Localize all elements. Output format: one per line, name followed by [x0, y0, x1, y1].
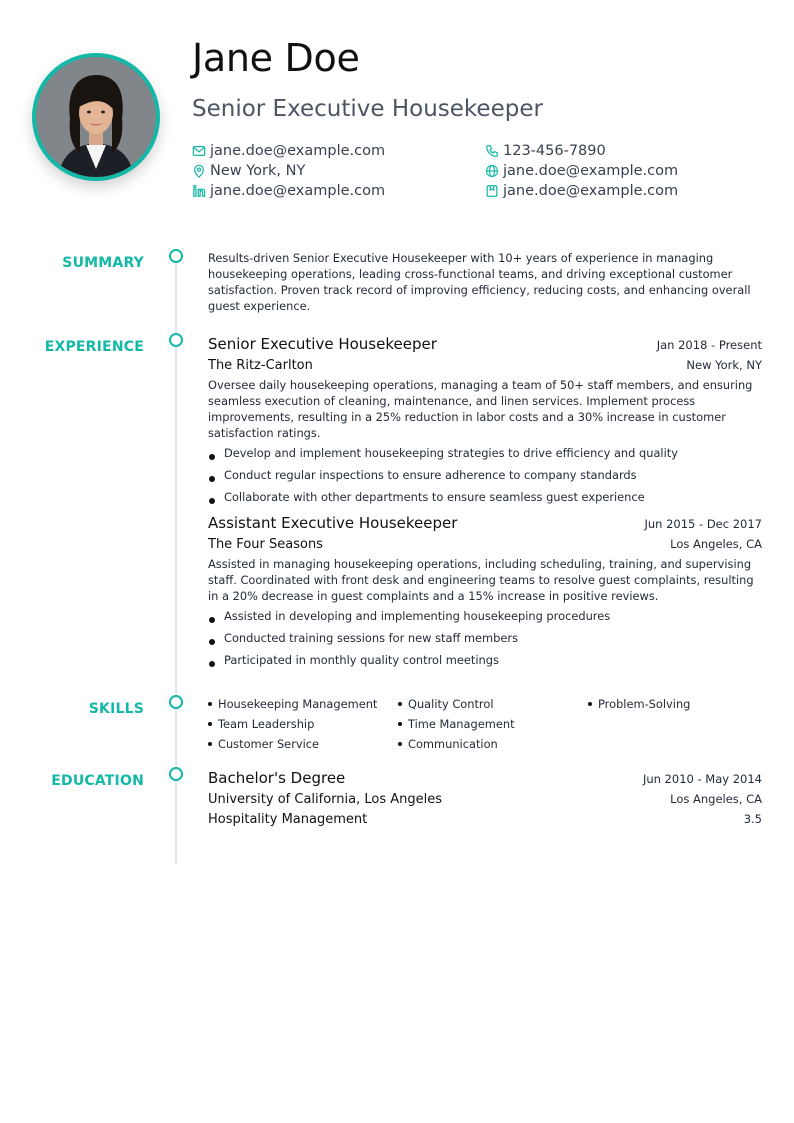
experience-heading: EXPERIENCE: [44, 339, 144, 355]
list-item: Develop and implement housekeeping strategies to drive efficiency and quality: [208, 442, 762, 464]
skill-item: Customer Service: [208, 736, 398, 752]
timeline-dot-skills: [169, 695, 183, 709]
contact-phone[interactable]: [485, 143, 606, 159]
candidate-name: Jane Doe: [192, 36, 360, 80]
skill-item-empty: [588, 716, 762, 732]
school-location: Los Angeles, CA: [670, 792, 762, 806]
degree-row: [208, 769, 762, 787]
profile-photo: [32, 53, 160, 181]
skills-heading: SKILLS: [88, 701, 144, 717]
skill-item: Problem-Solving: [588, 696, 762, 712]
skills-section: [208, 696, 762, 752]
job-title: Senior Executive Housekeeper: [208, 335, 437, 353]
field-of-study: Hospitality Management: [208, 812, 368, 827]
skill-item: Time Management: [398, 716, 588, 732]
contact-email[interactable]: [192, 143, 385, 159]
school-row: [208, 792, 762, 807]
education-heading: EDUCATION: [51, 773, 144, 789]
list-item: Conducted training sessions for new staff members: [208, 627, 762, 649]
job-title: Assistant Executive Housekeeper: [208, 514, 458, 532]
field-row: [208, 812, 762, 827]
linkedin-icon: [192, 184, 206, 198]
globe-icon: [485, 164, 499, 178]
contact-location: [192, 163, 305, 179]
experience-entry: [208, 514, 762, 671]
job-company-row: [208, 358, 762, 373]
summary-section: [208, 250, 762, 314]
bookmark-icon: [485, 184, 499, 198]
list-item: Assisted in developing and implementing housekeeping procedures: [208, 605, 762, 627]
phone-icon: [485, 144, 499, 158]
contact-linkedin[interactable]: [192, 183, 385, 199]
job-location: New York, NY: [686, 358, 762, 372]
list-item: Participated in monthly quality control meetings: [208, 649, 762, 671]
skill-item: Communication: [398, 736, 588, 752]
list-item: Conduct regular inspections to ensure adherence to company standards: [208, 464, 762, 486]
job-company-row: [208, 537, 762, 552]
contact-linkedin-text: jane.doe@example.com: [210, 183, 386, 199]
job-description: Assisted in managing housekeeping operations, including scheduling, training, and supervising staff. Coordinated with front desk and engineering teams to resolve guest complaints, resulting in a 20% decrease in guest complaints and a 15% increase in positive reviews.: [208, 557, 754, 603]
contact-email-text: jane.doe@example.com: [210, 143, 386, 159]
education-date: Jun 2010 - May 2014: [642, 772, 762, 786]
summary-heading: SUMMARY: [62, 255, 144, 271]
skill-item: Quality Control: [398, 696, 588, 712]
job-bullets: [208, 605, 762, 671]
contact-portfolio-text: jane.doe@example.com: [503, 183, 679, 199]
gpa: 3.5: [743, 812, 762, 826]
degree-name: Bachelor's Degree: [208, 769, 346, 787]
job-location: Los Angeles, CA: [670, 537, 762, 551]
company-name: The Four Seasons: [208, 537, 323, 552]
contact-website-text: jane.doe@example.com: [503, 163, 679, 179]
location-pin-icon: [192, 164, 206, 178]
candidate-title: Senior Executive Housekeeper: [192, 96, 543, 122]
contact-phone-text: 123-456-7890: [503, 143, 606, 159]
timeline-dot-experience: [169, 333, 183, 347]
job-description: Oversee daily housekeeping operations, managing a team of 50+ staff members, and ensuring seamless execution of cleaning, maintenance, and linen services. Implement process improvements, resulting in a 25% reduction in labor costs and a 30% increase in customer satisfaction ratings.: [208, 378, 753, 440]
experience-entry: [208, 335, 762, 508]
contact-portfolio[interactable]: [485, 183, 678, 199]
company-name: The Ritz-Carlton: [208, 358, 313, 373]
job-bullets: [208, 442, 762, 508]
school-name: University of California, Los Angeles: [208, 792, 443, 807]
job-date: Jan 2018 - Present: [656, 338, 762, 352]
skills-grid: [208, 696, 762, 752]
skill-item: Housekeeping Management: [208, 696, 398, 712]
education-entry: [208, 769, 762, 827]
timeline-dot-summary: [169, 249, 183, 263]
job-header: [208, 335, 762, 353]
summary-text: Results-driven Senior Executive Housekeeper with 10+ years of experience in managing housekeeping operations, leading cross-functional teams, and driving exceptional customer satisfaction. Proven track record of improving efficiency, reducing costs, and enhancing overall guest experience.: [208, 251, 751, 313]
contact-website[interactable]: [485, 163, 678, 179]
job-header: [208, 514, 762, 532]
job-date: Jun 2015 - Dec 2017: [644, 517, 762, 531]
mail-icon: [192, 144, 206, 158]
portrait-image: [36, 57, 156, 177]
skill-item: Team Leadership: [208, 716, 398, 732]
contact-location-text: New York, NY: [210, 163, 306, 179]
list-item: Collaborate with other departments to ensure seamless guest experience: [208, 486, 762, 508]
timeline-dot-education: [169, 767, 183, 781]
